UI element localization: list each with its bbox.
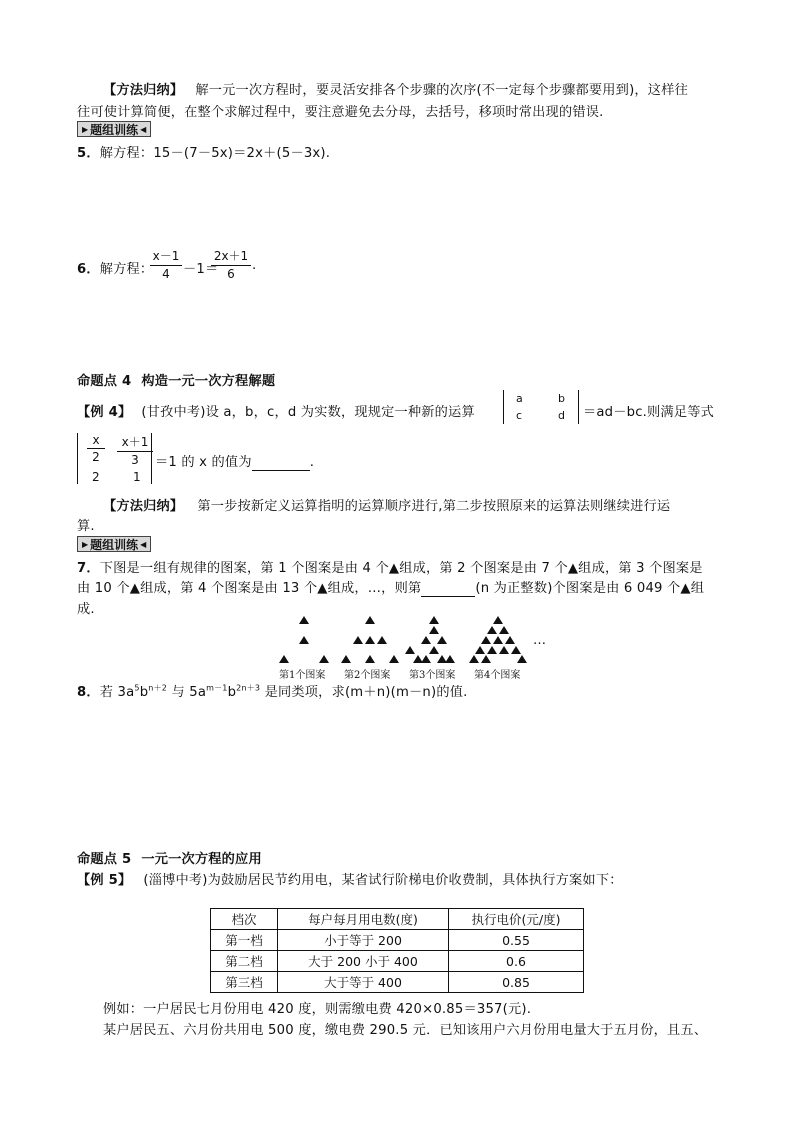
answer-blank (421, 581, 475, 597)
table-row (211, 951, 584, 972)
left-triangle-icon: ◀ (140, 124, 147, 134)
table-cell: 第三档 (211, 972, 278, 993)
example-tag: 【例 5】 (77, 873, 132, 888)
question-7-line2: 由 10 个▲组成，第 4 个图案是由 13 个▲组成，…，则第 (n 为正整数)个图案是由 6 049 个▲组 (77, 581, 705, 596)
table-header-row (211, 909, 584, 930)
question-7-line3: 成. (77, 602, 95, 617)
electricity-price-table (210, 908, 584, 993)
pattern-label-1: 第1个图案 (279, 670, 326, 681)
question-number: 8． (77, 685, 100, 700)
topic-4-heading (77, 370, 275, 389)
method-tag: 【方法归纳】 (103, 499, 184, 514)
numerator: 2x＋1 (213, 249, 249, 263)
method-summary-1 (103, 79, 688, 98)
table-cell: 第二档 (211, 951, 278, 972)
table-row (211, 972, 584, 993)
topic-label: 命题点 4 (77, 374, 132, 389)
example-5-intro: 【例 5】 (淄博中考)为鼓励居民节约用电，某省试行阶梯电价收费制，具体执行方案如下： (77, 873, 623, 888)
question-number: 7． (77, 561, 100, 576)
table-cell: 0.55 (449, 930, 584, 951)
fraction-2 (211, 247, 251, 281)
determinant-left-bar (503, 390, 504, 424)
topic-5-heading (77, 848, 262, 867)
question-5 (77, 142, 330, 161)
pattern-4 (469, 616, 527, 663)
problem-last-line: 某户居民五、六月份共用电 500 度，缴电费 290.5 元．已知该用户六月份用电量大于五月份，且五、 (103, 1023, 708, 1038)
det-a: a (516, 392, 523, 405)
matrix-right-bar (151, 433, 152, 484)
table-cell: 小于等于 200 (278, 930, 449, 951)
drill-label: 题组训练 (90, 122, 139, 137)
numerator: x＋1 (121, 435, 149, 449)
table-cell: 0.85 (449, 972, 584, 993)
example-tag: 【例 4】 (77, 405, 132, 420)
method-text-line2: 往可使计算简便，在整个求解过程中，要注意避免去分母，去括号，移项时常出现的错误. (77, 105, 604, 120)
numerator: x (92, 433, 100, 447)
determinant-right-bar (578, 390, 579, 424)
question-7-line1: 7．下图是一组有规律的图案，第 1 个图案是由 4 个▲组成，第 2 个图案是由 7 个▲组成，第 3 个图案是 (77, 561, 703, 576)
equation-middle: －1＝ (183, 262, 219, 277)
matrix-fraction-2 (117, 433, 153, 467)
method-tag: 【方法归纳】 (103, 83, 184, 98)
topic-title: 一元一次方程的应用 (141, 852, 262, 867)
left-triangle-icon: ◀ (140, 539, 147, 549)
matrix-fraction-1 (87, 433, 105, 464)
fraction-1 (150, 247, 182, 281)
table-header-cell: 执行电价(元/度) (449, 909, 584, 930)
table-cell: 第一档 (211, 930, 278, 951)
drill-tag (77, 536, 151, 552)
matrix-cell-d: 1 (133, 470, 141, 484)
method-text-line1: 解一元一次方程时，要灵活安排各个步骤的次序(不一定每个步骤都要用到)，这样往 (195, 83, 688, 98)
example-4-intro (77, 401, 475, 420)
table-row (211, 930, 584, 951)
right-triangle-icon: ▶ (82, 539, 89, 549)
topic-label: 命题点 5 (77, 852, 132, 867)
drill-tag (77, 121, 151, 137)
denominator: 2 (92, 450, 100, 464)
matrix-left-bar (77, 433, 78, 484)
question-number: 5． (77, 146, 100, 161)
numerator: x－1 (152, 249, 180, 263)
question-number: 6． (77, 262, 100, 277)
pattern-1 (279, 616, 329, 663)
drill-label: 题组训练 (90, 537, 139, 552)
example-line: 例如：一户居民七月份用电 420 度，则需缴电费 420×0.85＝357(元). (103, 1002, 532, 1017)
equation-end: . (252, 258, 257, 273)
det-c: c (516, 409, 523, 422)
method-text-line2: 算. (77, 519, 95, 534)
answer-blank (252, 455, 310, 471)
denominator: 6 (227, 267, 235, 281)
method-summary-2 (103, 495, 670, 514)
det-definition: ＝ad－bc.则满足等式 (583, 405, 714, 420)
question-text: 解方程：15－(7－5x)＝2x＋(5－3x). (99, 146, 331, 161)
pattern-label-4: 第4个图案 (474, 670, 521, 681)
example-4-tail: ＝1 的 x 的值为 . (155, 455, 315, 470)
matrix-cell-c: 2 (92, 470, 100, 484)
method-text-line1: 第一步按新定义运算指明的运算顺序进行,第二步按照原来的运算法则继续进行运 (197, 499, 671, 514)
table-cell: 0.6 (449, 951, 584, 972)
det-b: b (558, 392, 565, 405)
question-6-prefix: 6．解方程： (77, 262, 154, 277)
right-triangle-icon: ▶ (82, 124, 89, 134)
topic-title: 构造一元一次方程解题 (141, 374, 276, 389)
denominator: 4 (162, 267, 170, 281)
example-source: (甘孜中考)设 a，b，c，d 为实数，现规定一种新的运算 (141, 405, 475, 420)
table-header-cell: 档次 (211, 909, 278, 930)
pattern-label-2: 第2个图案 (344, 670, 391, 681)
triangle-patterns (270, 610, 550, 666)
table-cell: 大于 200 小于 400 (278, 951, 449, 972)
det-d: d (558, 409, 565, 422)
table-cell: 大于等于 400 (278, 972, 449, 993)
table-header-cell: 每户每月用电数(度) (278, 909, 449, 930)
question-8: 8．若 $3a^5b^{n+2}$ 与 $5a^{m-1}b^{2n+3}$ 是同类项，求(m＋n)(m－n)的值. (77, 683, 468, 700)
pattern-label-3: 第3个图案 (409, 670, 456, 681)
pattern-2 (341, 616, 399, 663)
pattern-3 (405, 616, 455, 663)
denominator: 3 (131, 453, 139, 467)
pattern-ellipsis: … (533, 633, 546, 648)
